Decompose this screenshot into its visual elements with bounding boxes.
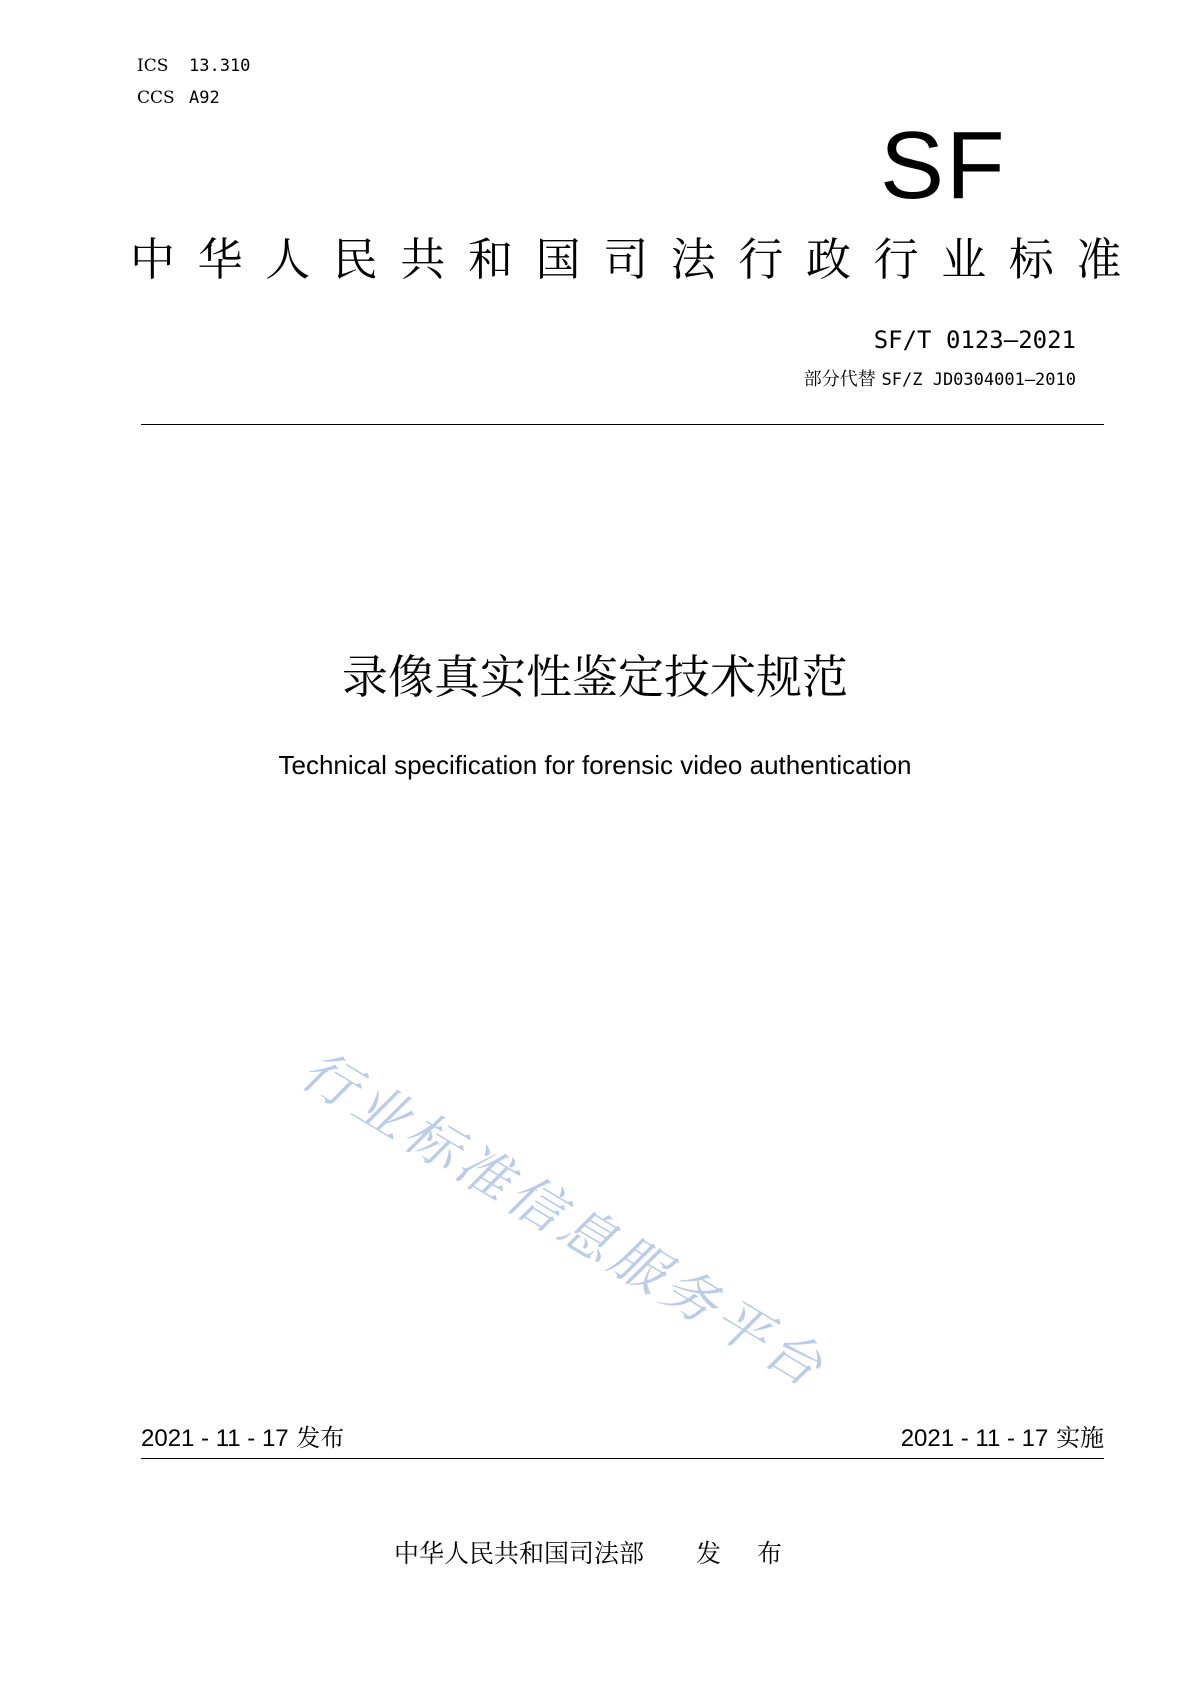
implement-label: 实施 bbox=[1056, 1424, 1104, 1452]
sf-logo: SF bbox=[880, 112, 1007, 219]
publisher-verb: 发 布 bbox=[696, 1539, 796, 1568]
standard-category: 中华人民共和国司法行政行业标准 bbox=[130, 233, 1145, 286]
ics-label: ICS bbox=[137, 56, 169, 76]
ccs-value: A92 bbox=[189, 88, 220, 108]
publisher-line bbox=[0, 1534, 1190, 1570]
replaces-note bbox=[804, 365, 1076, 391]
issue-label: 发布 bbox=[296, 1424, 345, 1452]
standard-number: SF/T 0123—2021 bbox=[873, 326, 1076, 354]
replaces-prefix: 部分代替 bbox=[803, 369, 876, 390]
ics-value: 13.310 bbox=[189, 56, 251, 76]
replaces-code: SF/Z JD0304001—2010 bbox=[881, 370, 1076, 390]
ccs-label: CCS bbox=[137, 88, 175, 108]
implement-date-line bbox=[901, 1418, 1104, 1453]
implement-date: 2021 - 11 - 17 bbox=[900, 1425, 1049, 1452]
top-divider bbox=[141, 424, 1104, 425]
bottom-divider bbox=[141, 1458, 1104, 1459]
title-english: Technical specification for forensic video authentication bbox=[278, 750, 912, 780]
title-chinese: 录像真实性鉴定技术规范 bbox=[342, 650, 848, 704]
ccs-line bbox=[137, 88, 220, 108]
ics-line bbox=[137, 56, 250, 76]
issue-date: 2021 - 11 - 17 bbox=[141, 1425, 289, 1452]
publisher-name: 中华人民共和国司法部 bbox=[394, 1539, 645, 1568]
issue-date-line bbox=[141, 1418, 344, 1453]
watermark: 行业标准信息服务平台 bbox=[290, 1038, 838, 1402]
